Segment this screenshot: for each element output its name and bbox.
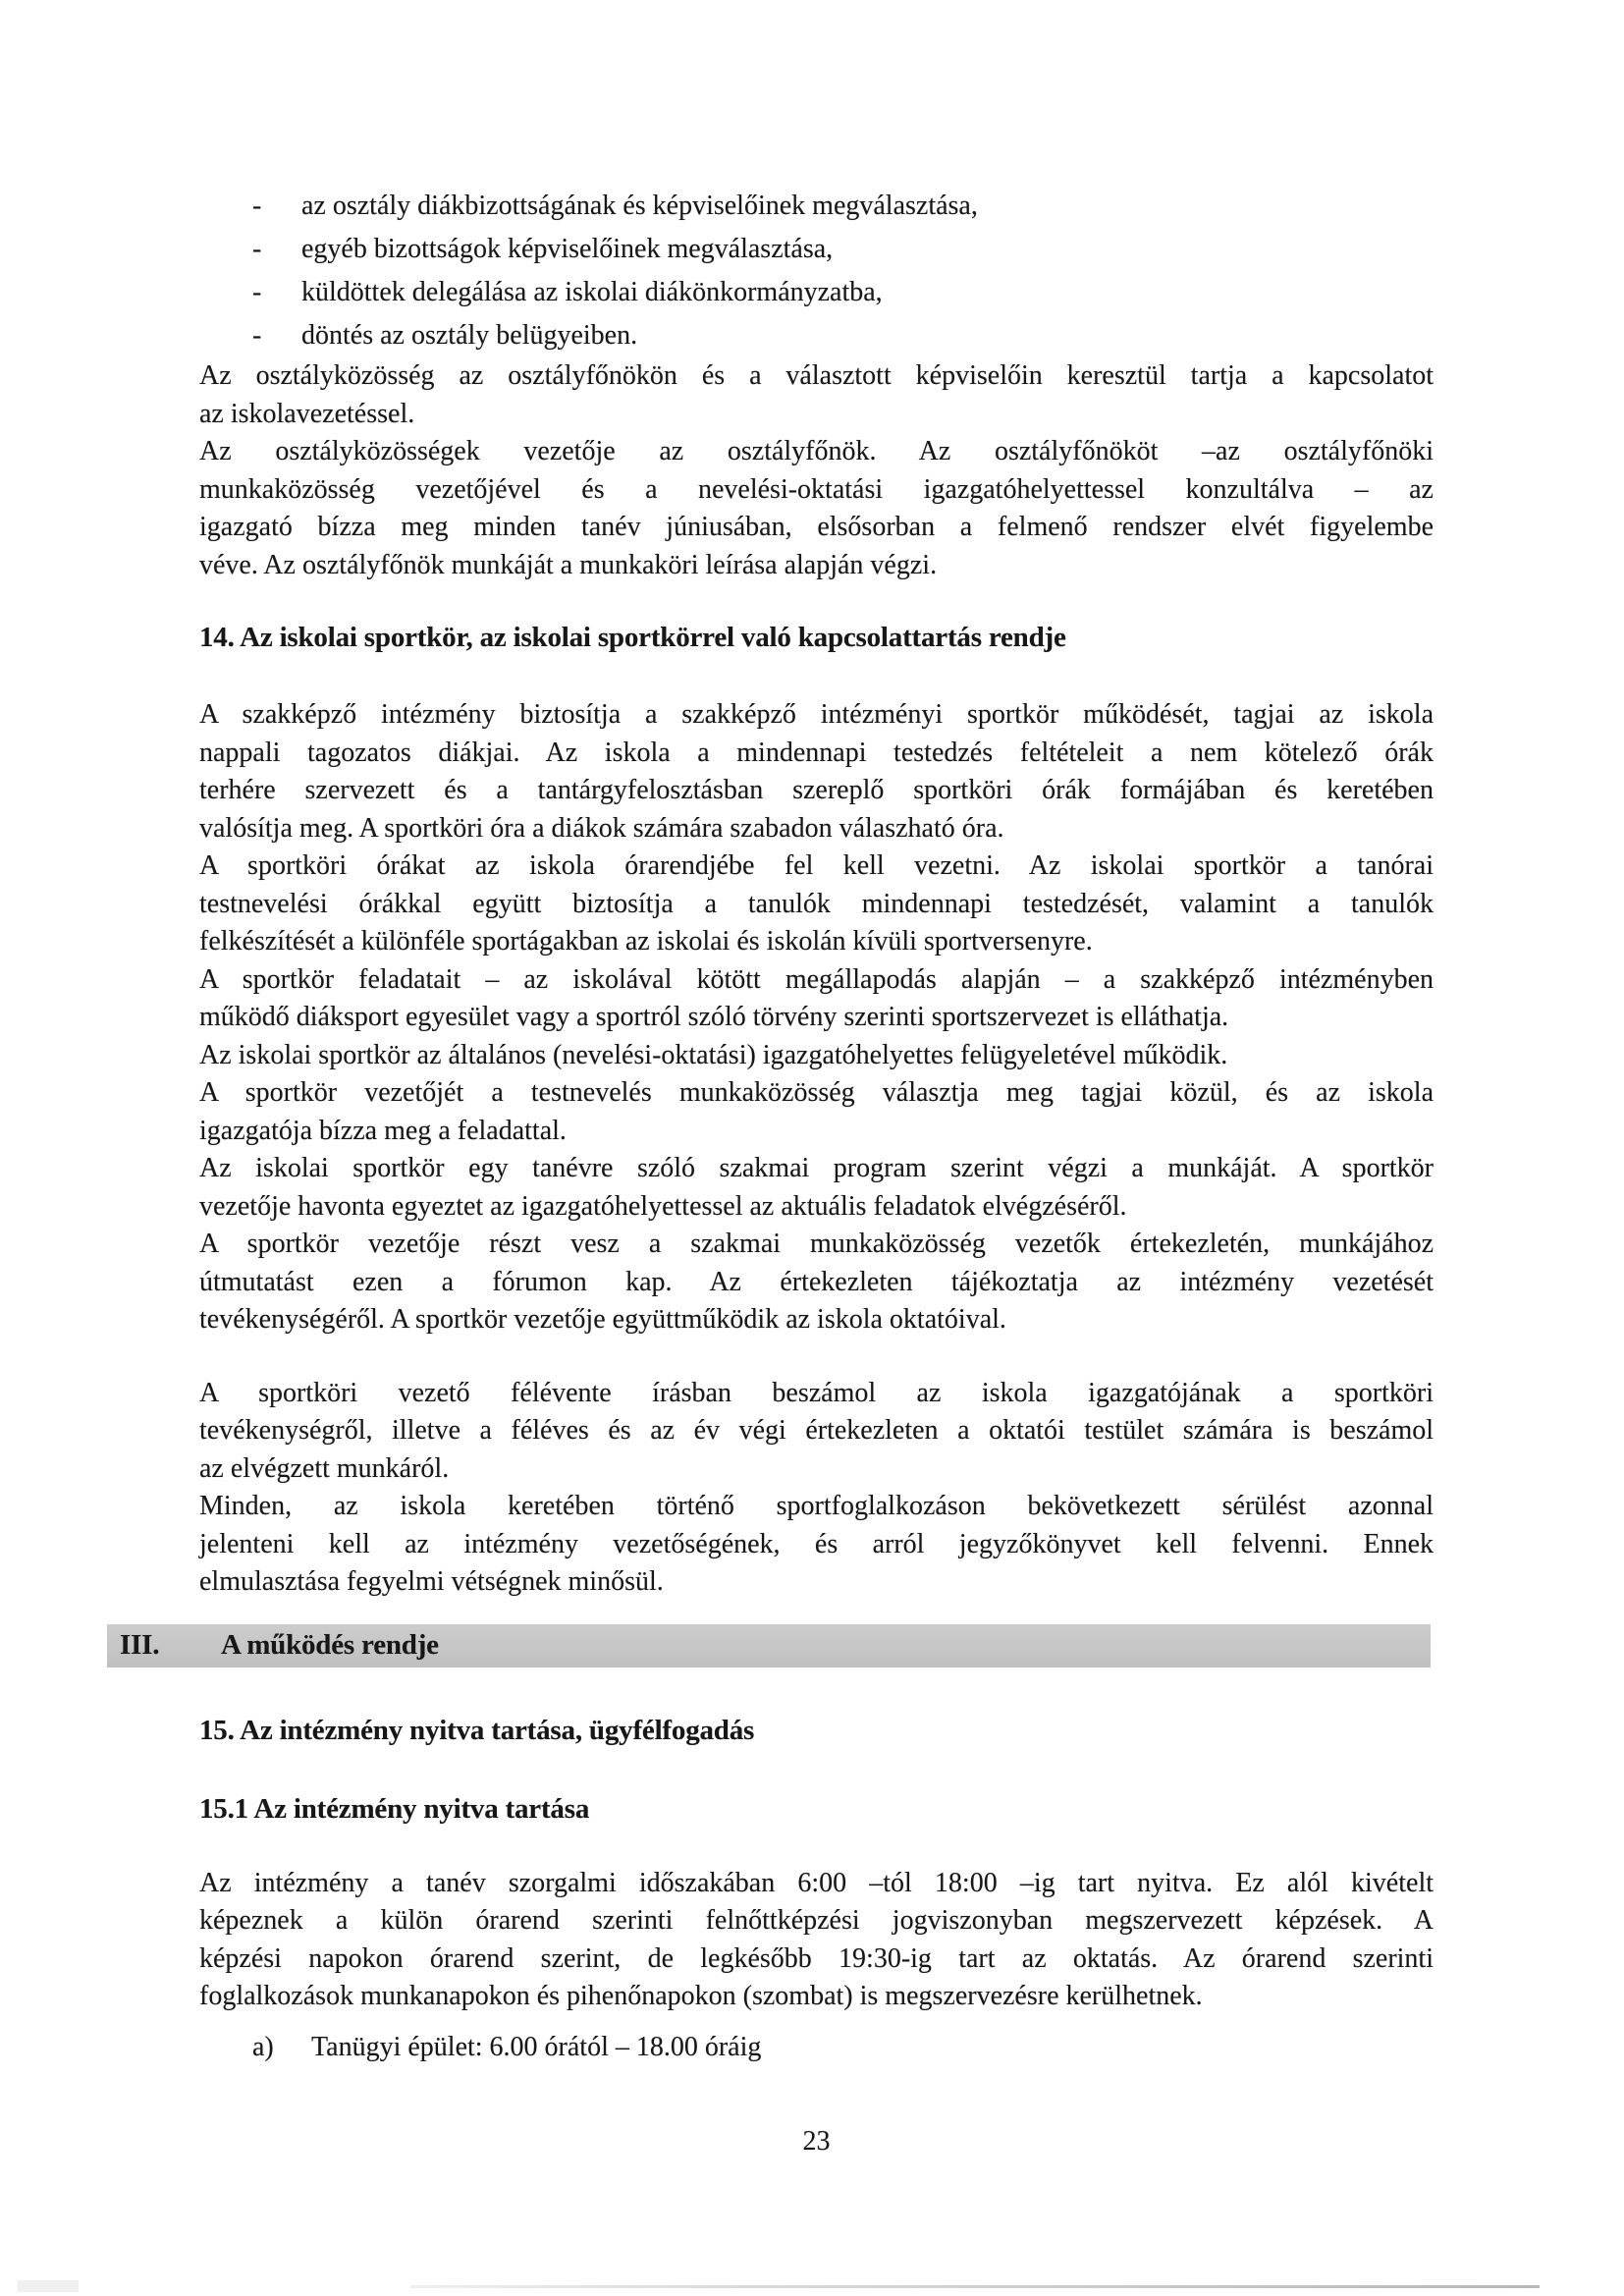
paragraph-line: terhére szervezett és a tantárgyfelosztásban szereplő sportköri órák formájában és keretében bbox=[199, 775, 1434, 805]
scan-artifact-line bbox=[410, 2285, 1540, 2288]
bullet-dash-marker: - bbox=[252, 191, 262, 221]
bullet-dash-marker: - bbox=[252, 320, 262, 351]
section-heading: 14. Az iskolai sportkör, az iskolai sportkörrel való kapcsolattartás rendje bbox=[199, 622, 1066, 653]
chapter-title: A működés rendje bbox=[221, 1629, 439, 1661]
paragraph-line: tevékenységről, illetve a féléves és az év végi értekezleten a oktatói testület számára is beszámol bbox=[199, 1415, 1434, 1446]
chapter-numeral: III. bbox=[120, 1629, 160, 1661]
paragraph-line: valósítja meg. A sportköri óra a diákok számára szabadon válaszható óra. bbox=[199, 812, 1004, 844]
paragraph bbox=[199, 357, 1434, 433]
paragraph-line: tevékenységéről. A sportkör vezetője együttműködik az iskola oktatóival. bbox=[199, 1304, 1006, 1335]
paragraph-line: A szakképző intézmény biztosítja a szakképző intézményi sportkör működését, tagjai az iskola bbox=[199, 699, 1434, 730]
paragraph bbox=[199, 847, 1434, 961]
alpha-marker: a) bbox=[252, 2031, 274, 2062]
paragraph-line: képzési napokon órarend szerint, de legkésőbb 19:30-ig tart az oktatás. Az órarend szerinti bbox=[199, 1942, 1434, 1974]
alpha-item-text: Tanügyi épület: 6.00 órától – 18.00 óráig bbox=[311, 2031, 762, 2062]
paragraph-line: képeznek a külön órarend szerinti felnőttképzési jogviszonyban megszervezett képzések. A bbox=[199, 1905, 1434, 1936]
paragraph-line: felkészítését a különféle sportágakban az iskolai és iskolán kívüli sportversenyre. bbox=[199, 926, 1093, 957]
bullet-item-text: egyéb bizottságok képviselőinek megválasztása, bbox=[301, 234, 834, 264]
paragraph-line: Minden, az iskola keretében történő sportfoglalkozáson bekövetkezett sérülést azonnal bbox=[199, 1491, 1434, 1521]
paragraph-line: vezetője havonta egyeztet az igazgatóhelyettessel az aktuális feladatok elvégzéséről. bbox=[199, 1190, 1127, 1222]
paragraph bbox=[199, 1150, 1434, 1226]
paragraph bbox=[199, 696, 1434, 847]
paragraph-line: testnevelési órákkal együtt biztosítja a tanulók mindennapi testedzését, valamint a tanulók bbox=[199, 888, 1434, 919]
paragraph-line: A sportköri vezető félévente írásban beszámol az iskola igazgatójának a sportköri bbox=[199, 1377, 1434, 1408]
paragraph-line: munkaközösség vezetőjével és a nevelési-oktatási igazgatóhelyettessel konzultálva – az bbox=[199, 473, 1434, 505]
paragraph-line: foglalkozások munkanapokon és pihenőnapokon (szombat) is megszervezésre kerülhetnek. bbox=[199, 1981, 1203, 2011]
paragraph bbox=[199, 1865, 1434, 2016]
paragraph-line: az elvégzett munkáról. bbox=[199, 1452, 450, 1484]
paragraph-line: Az iskolai sportkör az általános (nevelési-oktatási) igazgatóhelyettes felügyeletével működik. bbox=[199, 1039, 1228, 1070]
bullet-dash-marker: - bbox=[252, 277, 262, 307]
paragraph-line: A sportkör vezetőjét a testnevelés munkaközösség választja meg tagjai közül, és az iskola bbox=[199, 1077, 1434, 1108]
scan-artifact-smudge bbox=[18, 2280, 79, 2292]
bullet-item-text: az osztály diákbizottságának és képviselőinek megválasztása, bbox=[301, 191, 978, 221]
paragraph-line: igazgatója bízza meg a feladattal. bbox=[199, 1115, 567, 1146]
paragraph bbox=[199, 1375, 1434, 1489]
bullet-item bbox=[199, 185, 1434, 228]
paragraph-line: elmulasztása fegyelmi vétségnek minősül. bbox=[199, 1566, 664, 1597]
paragraph-line: útmutatást ezen a fórumon kap. Az értekezleten tájékoztatja az intézmény vezetését bbox=[199, 1266, 1434, 1297]
bullet-item-text: küldöttek delegálása az iskolai diákönkormányzatba, bbox=[301, 277, 883, 307]
paragraph bbox=[199, 433, 1434, 584]
bullet-item bbox=[199, 271, 1434, 314]
paragraph-line: Az osztályközösségek vezetője az osztályfőnök. Az osztályfőnököt –az osztályfőnöki bbox=[199, 436, 1434, 466]
paragraph bbox=[199, 1226, 1434, 1339]
paragraph-line: Az iskolai sportkör egy tanévre szóló szakmai program szerint végzi a munkáját. A sportkör bbox=[199, 1153, 1434, 1183]
paragraph-line: véve. Az osztályfőnök munkáját a munkaköri leírása alapján végzi. bbox=[199, 549, 938, 580]
section-heading: 15.1 Az intézmény nyitva tartása bbox=[199, 1792, 590, 1825]
paragraph-line: A sportköri órákat az iskola órarendjébe fel kell vezetni. Az iskolai sportkör a tanórai bbox=[199, 850, 1434, 881]
paragraph bbox=[199, 1037, 1434, 1075]
paragraph bbox=[199, 1074, 1434, 1150]
bullet-item-text: döntés az osztály belügyeiben. bbox=[301, 320, 638, 351]
alpha-list-item bbox=[199, 2029, 1434, 2067]
paragraph bbox=[199, 1488, 1434, 1602]
paragraph-line: nappali tagozatos diákjai. Az iskola a mindennapi testedzés feltételeit a nem kötelező órák bbox=[199, 737, 1434, 768]
bullet-item bbox=[199, 228, 1434, 271]
chapter-bar bbox=[107, 1624, 1431, 1667]
paragraph-line: igazgató bízza meg minden tanév júniusában, elsősorban a felmenő rendszer elvét figyelembe bbox=[199, 512, 1434, 542]
paragraph-line: Az osztályközösség az osztályfőnökön és a választott képviselőin keresztül tartja a kapcsolatot bbox=[199, 360, 1434, 391]
section-heading: 15. Az intézmény nyitva tartása, ügyfélfogadás bbox=[199, 1714, 755, 1746]
document-content bbox=[120, 185, 1434, 2066]
paragraph-line: jelenteni kell az intézmény vezetőségének, és arról jegyzőkönyvet kell felvenni. Ennek bbox=[199, 1528, 1434, 1559]
paragraph-line: A sportkör feladatait – az iskolával kötött megállapodás alapján – a szakképző intézményben bbox=[199, 963, 1434, 995]
paragraph-line: A sportkör vezetője részt vesz a szakmai munkaközösség vezetők értekezletén, munkájához bbox=[199, 1229, 1434, 1259]
paragraph-line: az iskolavezetéssel. bbox=[199, 398, 415, 429]
page-number: 23 bbox=[802, 2126, 831, 2157]
paragraph bbox=[199, 961, 1434, 1037]
bullet-list bbox=[199, 185, 1434, 357]
bullet-item bbox=[199, 314, 1434, 357]
bullet-dash-marker: - bbox=[252, 234, 262, 264]
paragraph-line: Az intézmény a tanév szorgalmi időszakában 6:00 –tól 18:00 –ig tart nyitva. Ez alól kivételt bbox=[199, 1867, 1434, 1898]
paragraph-line: működő diáksport egyesület vagy a sportról szóló törvény szerinti sportszervezet is elláthatja. bbox=[199, 1002, 1229, 1032]
